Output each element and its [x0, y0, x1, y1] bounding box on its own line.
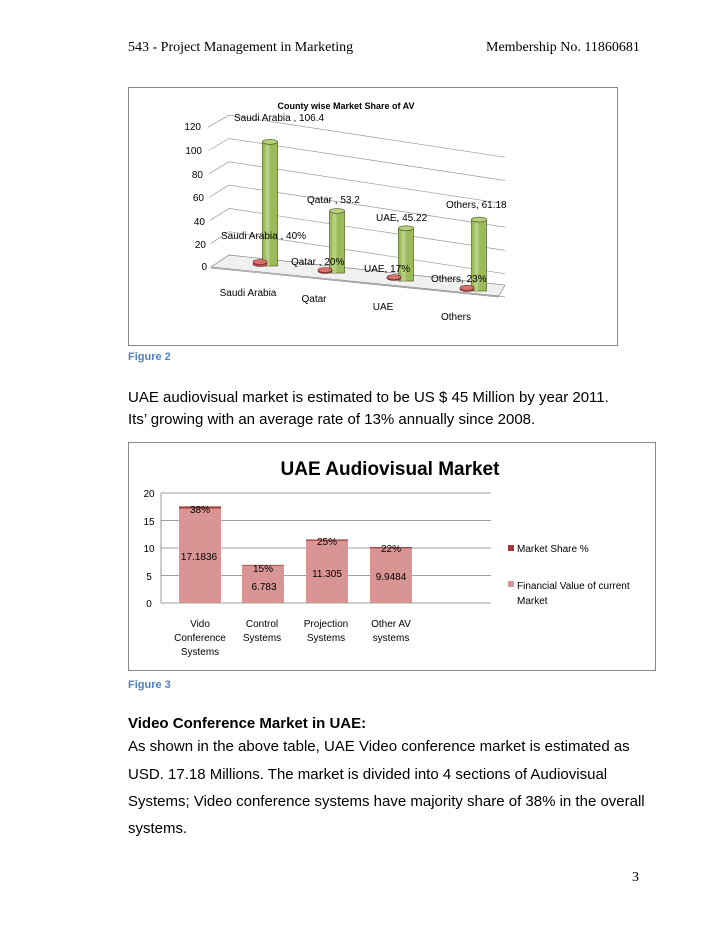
chart1-label-red: UAE, 17% [364, 264, 411, 275]
chart2-share-label: 22% [380, 544, 402, 555]
chart1-ytick: 0 [201, 262, 207, 273]
chart1-bar-highlight [266, 142, 270, 266]
legend-swatch-share [508, 545, 514, 551]
chart1-ytick: 80 [191, 170, 203, 181]
chart1-ytick: 60 [192, 193, 204, 204]
header-right: Membership No. 11860681 [486, 40, 640, 55]
chart1-ytick-labels [184, 122, 207, 273]
chart1-label-green: Others, 61.18 [446, 200, 507, 211]
figure3-caption: Figure 3 [128, 679, 171, 691]
chart2-category-line: Vido [190, 619, 210, 630]
chart1-ytick: 100 [185, 146, 202, 157]
chart1-category-labels [220, 288, 471, 323]
chart2-svg [129, 443, 655, 670]
chart1-category: UAE [372, 302, 394, 313]
header-left: 543 - Project Management in Marketing [128, 40, 354, 55]
chart2-share-label: 15% [252, 564, 274, 575]
chart2-category-line: Projection [303, 619, 349, 630]
chart1-bar-red-cap [318, 268, 332, 273]
section-line: As shown in the above table, UAE Video conference market is estimated as [128, 738, 630, 755]
chart2-share-labels [190, 505, 401, 575]
chart1-bar-green [263, 142, 278, 266]
legend-value-label-1: Financial Value of current [517, 581, 630, 592]
chart1-svg [129, 88, 617, 345]
chart2-category-line: Systems [242, 633, 282, 644]
page-number: 3 [632, 870, 639, 885]
chart2-share-label: 38% [189, 505, 211, 516]
chart1-bar-cap [472, 217, 487, 222]
section-title: Video Conference Market in UAE: [128, 715, 367, 732]
legend-value-label-2: Market [517, 596, 548, 607]
intro-paragraph: UAE audiovisual market is estimated to be US $ 45 Million by year 2011. Its’ growing with an average rate of 13% annually since 2008. [128, 389, 609, 428]
chart-country-share [128, 87, 618, 346]
chart1-ytick: 40 [193, 217, 205, 228]
chart1-label-red: Others, 23% [431, 274, 487, 285]
chart2-ytick: 5 [146, 572, 152, 583]
chart2-category-line: systems [372, 633, 410, 644]
chart1-bar-cap [399, 226, 414, 231]
chart2-category-line: Systems [180, 647, 220, 658]
chart1-ytick: 120 [184, 122, 201, 133]
chart2-ytick-labels [143, 489, 155, 610]
chart2-value-label: 6.783 [251, 582, 277, 593]
chart1-category: Others [440, 312, 472, 323]
chart-uae-av-market [128, 442, 656, 671]
chart1-bar-red-cap [253, 260, 267, 265]
chart1-title: County wise Market Share of AV [277, 101, 415, 111]
chart2-value-label: 17.1836 [180, 552, 218, 563]
chart2-category-line: Other AV [371, 619, 411, 630]
chart1-label-red: Saudi Arabia , 40% [221, 231, 307, 242]
chart1-gridline-left [209, 139, 230, 151]
chart2-category-line: Conference [174, 633, 226, 644]
legend-share-label: Market Share % [517, 544, 589, 555]
chart2-ytick: 15 [143, 517, 155, 528]
chart2-legend [508, 544, 630, 607]
chart1-gridline-left [210, 185, 230, 197]
chart1-bar-cap [263, 139, 278, 144]
chart1-gridline-left [210, 208, 229, 220]
chart1-label-green: Qatar , 53.2 [307, 195, 360, 206]
chart1-category: Saudi Arabia [219, 288, 277, 299]
chart1-bar-red-cap [460, 285, 474, 290]
chart2-value-label: 11.305 [312, 569, 342, 580]
chart1-ytick: 20 [194, 240, 206, 251]
chart1-label-red: Qatar , 20% [291, 257, 345, 268]
chart1-gridline-left [208, 115, 229, 127]
chart2-ytick: 10 [143, 544, 155, 555]
chart1-category: Qatar [301, 294, 327, 305]
chart2-category-labels [174, 619, 411, 658]
chart1-bar-cap [330, 208, 345, 213]
chart2-share-label: 25% [316, 537, 338, 548]
chart1-gridline-left [209, 162, 229, 174]
legend-swatch-value [508, 581, 514, 587]
section-line: Systems; Video conference systems have majority share of 38% in the overall [128, 793, 645, 810]
chart2-value-label: 9.9484 [375, 572, 407, 583]
chart2-category-line: Systems [306, 633, 346, 644]
chart1-label-green: Saudi Arabia , 106.4 [234, 113, 325, 124]
chart2-category-line: Control [245, 619, 279, 630]
figure2-caption: Figure 2 [128, 351, 171, 363]
chart2-ytick: 0 [146, 599, 152, 610]
chart1-bar-red-cap [387, 275, 401, 280]
section-line: USD. 17.18 Millions. The market is divided into 4 sections of Audiovisual [128, 766, 608, 783]
chart2-ytick: 20 [143, 489, 155, 500]
section-line: systems. [128, 820, 188, 837]
chart1-label-green: UAE, 45.22 [376, 213, 428, 224]
chart2-title: UAE Audiovisual Market [280, 459, 500, 480]
